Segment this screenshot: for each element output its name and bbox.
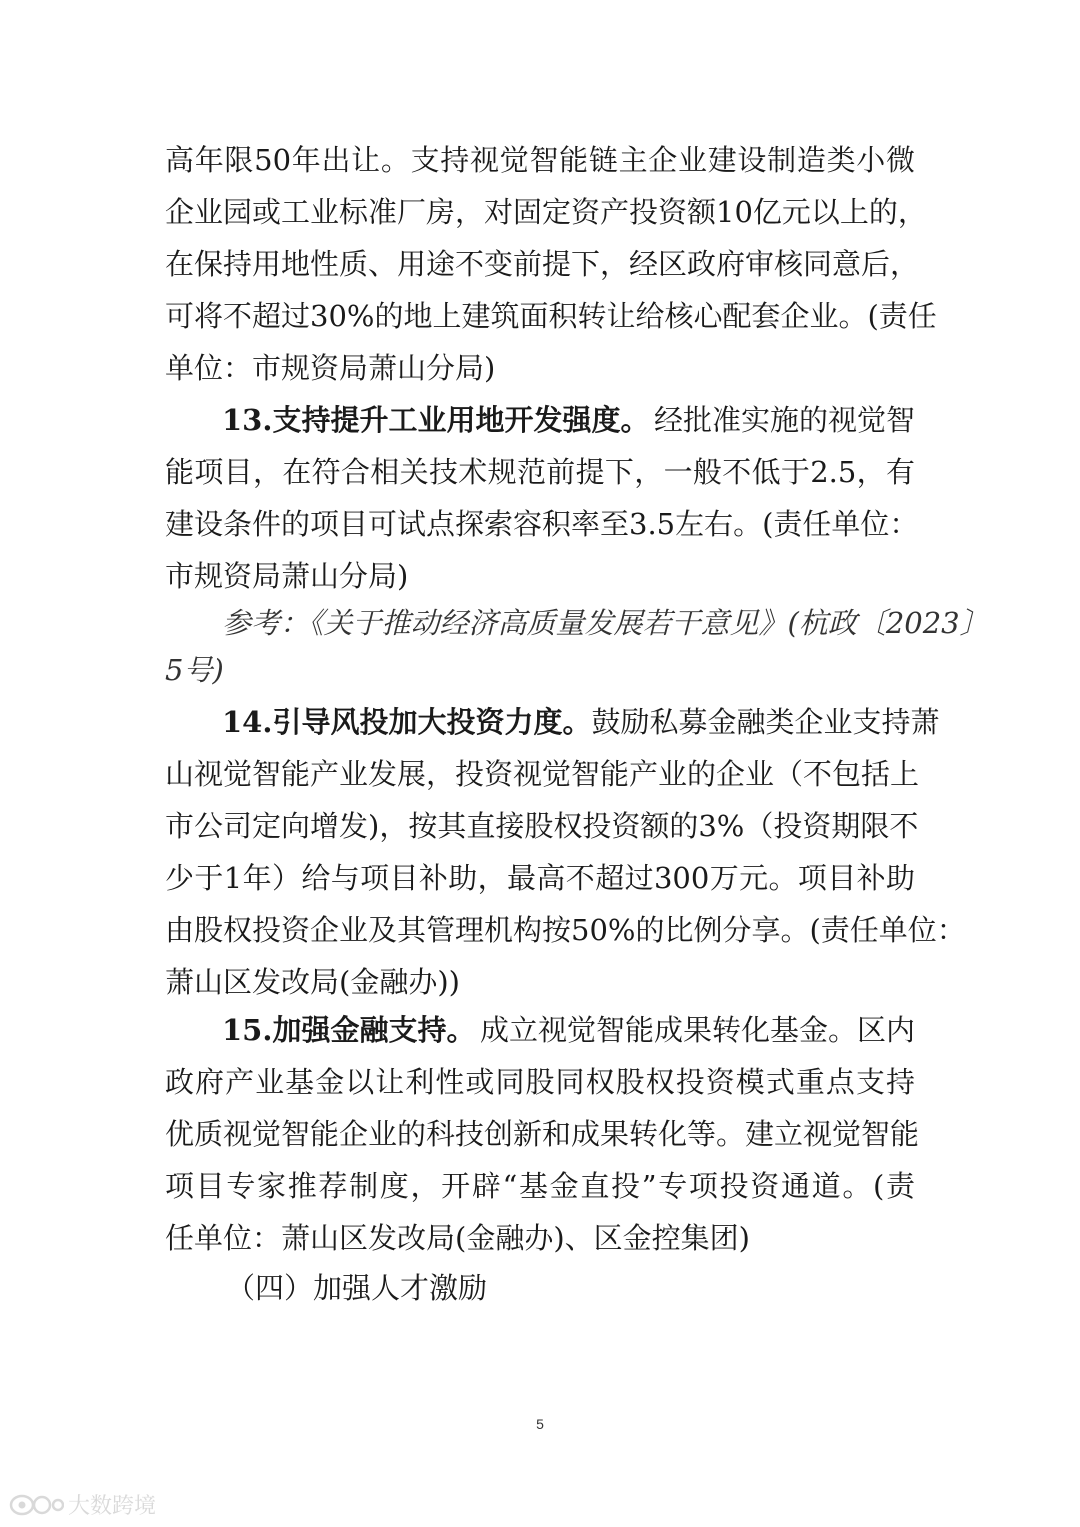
para12-line-1: 高年限50年出让。支持视觉智能链主企业建设制造类小微 bbox=[165, 143, 915, 177]
weibo-eye-logo-icon bbox=[8, 1491, 64, 1517]
reference-line-1: 参考：《关于推动经济高质量发展若干意见》(杭政〔2023〕 bbox=[222, 606, 989, 640]
para14-line-1 bbox=[222, 702, 940, 742]
para13-line-2: 能项目，在符合相关技术规范前提下，一般不低于2.5，有 bbox=[165, 455, 915, 489]
para15-line-2: 政府产业基金以让利性或同股同权股权投资模式重点支持 bbox=[165, 1065, 915, 1099]
para14-line-3: 市公司定向增发)，按其直接股权投资额的3%（投资期限不 bbox=[165, 809, 919, 843]
para13-line-4: 市规资局萧山分局) bbox=[165, 559, 409, 593]
para12-line-2: 企业园或工业标准厂房，对固定资产投资额10亿元以上的， bbox=[165, 195, 927, 229]
para15-line1-text: 成立视觉智能成果转化基金。区内 bbox=[479, 1013, 915, 1047]
para14-line-4: 少于1年）给与项目补助，最高不超过300万元。项目补助 bbox=[165, 861, 915, 895]
para15-line-4: 项目专家推荐制度，开辟“基金直投”专项投资通道。(责 bbox=[165, 1169, 915, 1203]
para15-line-5: 任单位：萧山区发改局(金融办)、区金控集团) bbox=[165, 1221, 750, 1255]
section-heading: （四）加强人才激励 bbox=[226, 1271, 488, 1305]
watermark-text: 大数跨境 bbox=[68, 1493, 157, 1519]
para15-line-1 bbox=[222, 1010, 915, 1050]
watermark bbox=[8, 1488, 156, 1520]
para14-line-2: 山视觉智能产业发展，投资视觉智能产业的企业（不包括上 bbox=[165, 757, 920, 791]
para13-line-1 bbox=[222, 400, 915, 440]
para13-line-3: 建设条件的项目可试点探索容积率至3.5左右。(责任单位： bbox=[165, 507, 919, 541]
para14-line1-text: 鼓励私募金融类企业支持萧 bbox=[591, 705, 940, 739]
para14-heading: 14.引导风投加大投资力度。 bbox=[222, 705, 592, 739]
para12-line-4: 可将不超过30%的地上建筑面积转让给核心配套企业。(责任 bbox=[165, 299, 937, 333]
para15-line-3: 优质视觉智能企业的科技创新和成果转化等。建立视觉智能 bbox=[165, 1117, 920, 1151]
para14-line-6: 萧山区发改局(金融办)) bbox=[165, 965, 460, 999]
para15-heading: 15.加强金融支持。 bbox=[222, 1013, 476, 1047]
para13-heading: 13.支持提升工业用地开发强度。 bbox=[222, 403, 650, 437]
page-number: 5 bbox=[536, 1416, 544, 1432]
para12-line-5: 单位：市规资局萧山分局) bbox=[165, 351, 496, 385]
reference-line-2: 5号) bbox=[165, 653, 224, 687]
para12-line-3: 在保持用地性质、用途不变前提下，经区政府审核同意后， bbox=[165, 247, 920, 281]
para13-line1-text: 经批准实施的视觉智 bbox=[653, 403, 915, 437]
para14-line-5: 由股权投资企业及其管理机构按50%的比例分享。(责任单位： bbox=[165, 913, 966, 947]
